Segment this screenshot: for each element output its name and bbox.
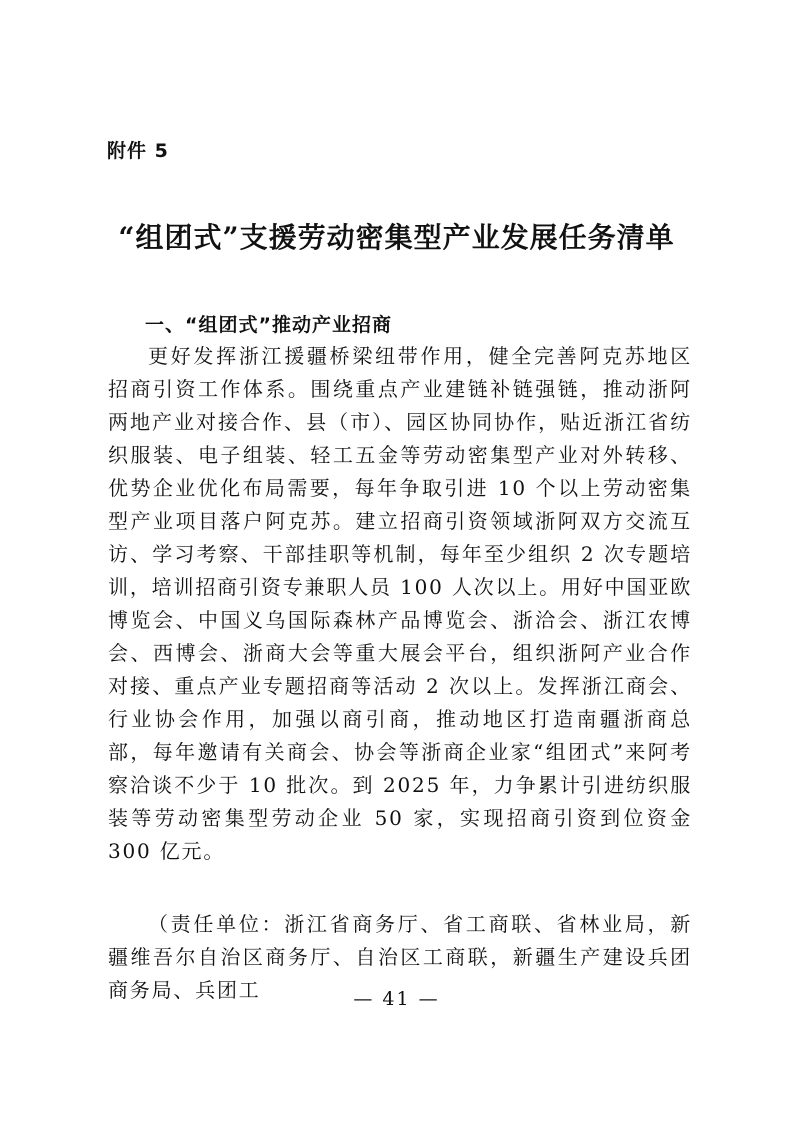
body-paragraph: 更好发挥浙江援疆桥梁纽带作用，健全完善阿克苏地区招商引资工作体系。围绕重点产业建链补链强链，推动浙阿两地产业对接合作、县（市）、园区协同协作，贴近浙江省纺织服装、电子组装、轻工五金等劳动密集型产业对外转移、优势企业优化布局需要，每年争取引进 10 个以上劳动密集型产业项目落户阿克苏。建立招商引资领域浙阿双方交流互访、学习考察、干部挂职等机制，每年至少组织 2 次专题培训，培训招商引资专兼职人员 100 人次以上。用好中国亚欧博览会、中国义乌国际森林产品博览会、浙洽会、浙江农博会、西博会、浙商大会等重大展会平台，组织浙阿产业合作对接、重点产业专题招商等活动 2 次以上。发挥浙江商会、行业协会作用，加强以商引商，推动地区打造南疆浙商总部，每年邀请有关商会、协会等浙商企业家“组团式”来阿考察洽谈不少于 10 批次。到 2025 年，力争累计引进纺织服装等劳动密集型劳动企业 50 家，实现招商引资到位资金 300 亿元。 <box>108 344 692 863</box>
attachment-label: 附件 5 <box>107 140 169 162</box>
document-title: “组团式”支援劳动密集型产业发展任务清单 <box>118 221 675 254</box>
responsibility-paragraph: （责任单位：浙江省商务厅、省工商联、省林业局，新疆维吾尔自治区商务厅、自治区工商联，新疆生产建设兵团商务局、兵团工 <box>108 912 692 1002</box>
page-number: — 41 — <box>353 988 440 1010</box>
section-heading: 一、“组团式”推动产业招商 <box>145 314 392 336</box>
